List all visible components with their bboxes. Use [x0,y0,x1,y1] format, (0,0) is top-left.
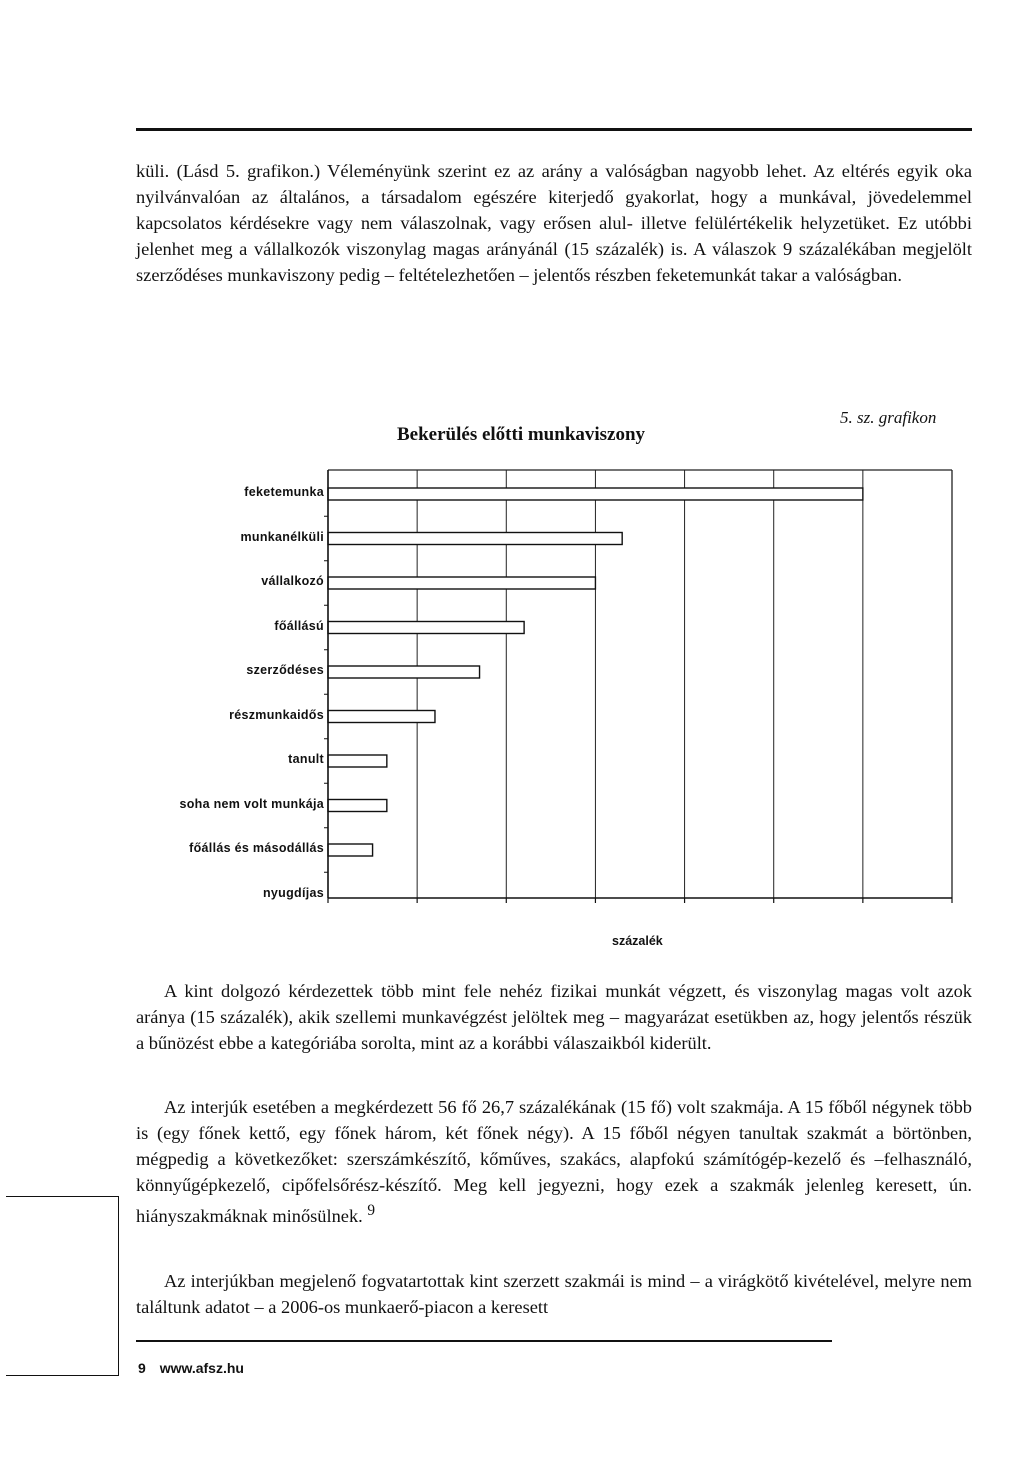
bar-7 [328,800,387,812]
paragraph-4: Az interjúkban megjelenő fogvatartottak kint szerzett szakmái is mind – a virágkötő kivételével, melyre nem találtunk adatot – a 2006-os munkaerő-piacon a keresett [136,1271,972,1317]
paragraph-3 [136,1094,972,1229]
bar-4 [328,666,480,678]
chart-title: Bekerülés előtti munkaviszony [397,424,646,445]
header-rule [136,128,972,131]
bar-1 [328,533,622,545]
figure-caption: 5. sz. grafikon [840,408,937,427]
bar-2 [328,577,595,589]
category-label-7: soha nem volt munkája [179,796,324,811]
category-label-1: munkanélküli [240,529,324,544]
footnote-number: 9 [138,1360,146,1376]
chart-bars [328,488,863,856]
category-label-5: részmunkaidős [229,707,324,722]
paragraph-3-text: Az interjúk esetében a megkérdezett 56 fő 26,7 százalékának (15 fő) volt szakmája. A 15 főből négynek több is (egy főnek kettő, egy főnek három, két főnek négy). A 15 főből négyen tanultak szakmát a börtönben, mégpedig a következőket: szerszámkészítő, kőműves, szakács, alapfokú számítógép-kezelő és –felhasználó, könnyűgépkezelő, cipőfelsőrész-készítő. Meg kell jegyezni, hogy ezek a szakmák jelenleg keresett, ún. hiányszakmáknak minősülnek. [136,1097,972,1227]
category-label-8: főállás és másodállás [189,841,324,855]
margin-box [6,1196,119,1376]
category-label-6: tanult [288,752,324,766]
chart-grid [328,470,952,898]
bar-3 [328,622,524,634]
chart-axes [324,470,952,903]
paragraph-2: A kint dolgozó kérdezettek több mint fele nehéz fizikai munkát végzett, és viszonylag magas volt azok aránya (15 százalék), akik szellemi munkavégzést jelöltek meg – magyarázat esetükben az, hogy jelentős részük a bűnözést ebbe a kategóriába sorolta, mint az a korábbi válaszaikból kiderült. [136,981,972,1053]
category-label-9: nyugdíjas [262,885,324,900]
bar-8 [328,844,373,856]
category-label-2: vállalkozó [261,574,324,588]
x-axis-label: százalék [612,934,663,948]
footnote [138,1360,244,1376]
category-label-4: szerződéses [246,663,324,677]
category-label-3: főállású [274,618,324,633]
bar-6 [328,755,387,767]
bar-0 [328,488,863,500]
footnote-text[interactable]: www.afsz.hu [159,1360,244,1376]
paragraph-1: küli. (Lásd 5. grafikon.) Véleményünk szerint ez az arány a valóságban nagyobb lehet. Az eltérés egyik oka nyilvánvalóan az általános, a társadalom egészére kiterjedő gyakorlat, hogy a munkával, jövedelemmel kapcsolatos kérdésekre vagy nem válaszolnak, vagy erősen alul- illetve felülértékelik helyzetüket. Ez utóbbi jelenhet meg a vállalkozók viszonylag magas arányánál (15 százalék) is. A válaszok 9 százalékában megjelölt szerződéses munkaviszony pedig – feltételezhetően – jelentős részben feketemunkát takar a valóságban. [136,161,972,285]
footnote-ref[interactable]: 9 [367,1202,376,1219]
bar-5 [328,711,435,723]
footnote-rule [136,1340,832,1342]
category-label-0: feketemunka [244,485,324,499]
